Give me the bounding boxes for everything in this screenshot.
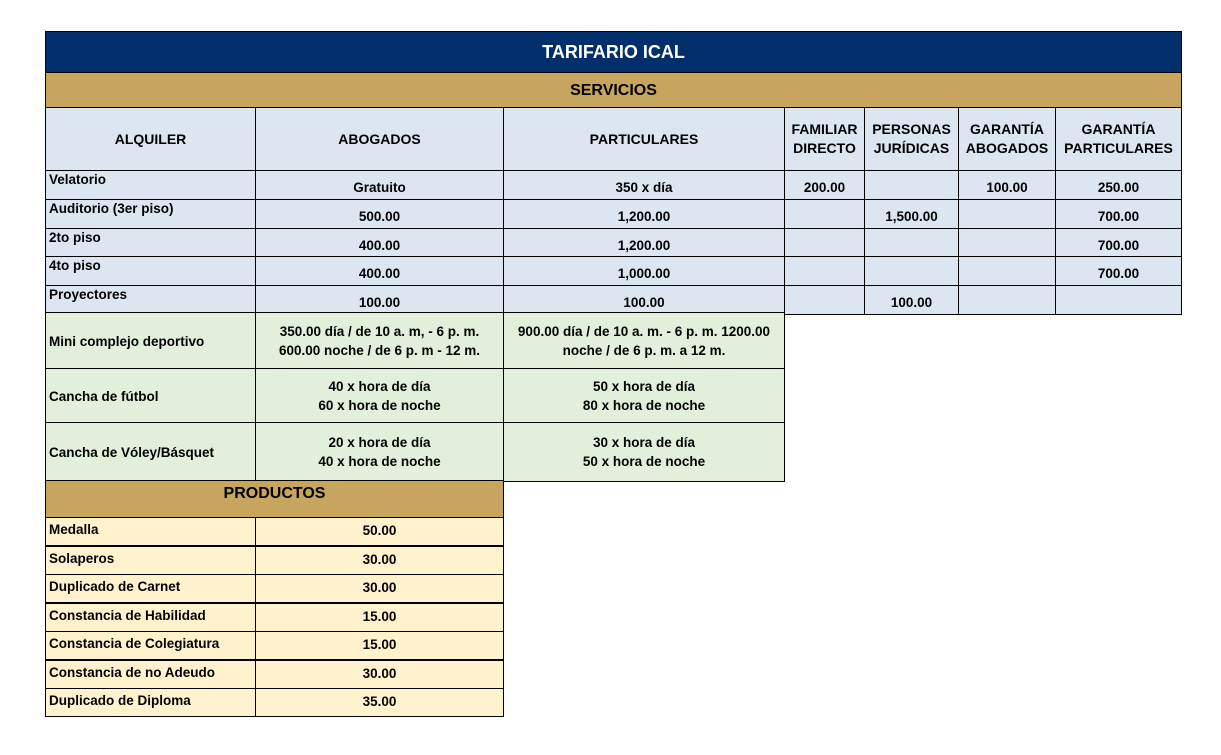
product-name-cell — [45, 603, 256, 632]
rental-cell-garantia-abogados — [958, 228, 1056, 258]
product-name: Constancia de Habilidad — [49, 607, 206, 623]
product-name: Duplicado de Carnet — [49, 579, 181, 594]
rental-cell-personas — [864, 285, 959, 315]
col-header-personas-line2: JURÍDICAS — [873, 140, 950, 156]
sports-name-cell — [45, 368, 256, 424]
rental-value: 1,200.00 — [617, 238, 671, 253]
col-header-particulares-label: PARTICULARES — [589, 130, 699, 147]
rental-cell-garantia-particulares — [1055, 170, 1182, 200]
rental-cell-familiar — [784, 285, 865, 315]
sports-particulares-cell — [503, 368, 785, 424]
rental-cell-garantia-abogados — [958, 170, 1056, 200]
rental-value: 1,000.00 — [617, 266, 671, 281]
rental-cell-particulares — [503, 285, 785, 315]
col-header-personas — [864, 107, 959, 171]
product-name-cell — [45, 517, 256, 546]
col-header-abogados — [255, 107, 504, 171]
rental-cell-personas — [864, 199, 959, 229]
col-header-particulares — [503, 107, 785, 171]
rental-value: 1,500.00 — [885, 209, 938, 224]
rental-value: 100.00 — [358, 295, 401, 310]
rental-value: 1,200.00 — [617, 209, 671, 224]
rental-name: Proyectores — [49, 287, 128, 302]
rental-name: 4to piso — [49, 258, 101, 273]
product-price: 30.00 — [362, 551, 397, 567]
product-price: 50.00 — [362, 523, 397, 538]
col-header-alquiler-label: ALQUILER — [114, 130, 187, 147]
rental-cell-particulares — [503, 256, 785, 286]
rental-value: 700.00 — [1097, 238, 1140, 253]
product-price: 30.00 — [362, 580, 397, 595]
rental-cell-abogados — [255, 256, 504, 286]
sports-abogados-line1: 40 x hora de día — [328, 379, 431, 394]
col-header-garantia-particulares — [1055, 107, 1182, 171]
sports-abogados-cell — [255, 312, 504, 370]
rental-value: 700.00 — [1097, 209, 1140, 224]
sports-abogados-line2: 60 x hora de noche — [318, 398, 441, 413]
rental-value: Gratuito — [353, 180, 406, 195]
rental-cell-garantia-abogados — [958, 256, 1056, 286]
col-header-garantia-abogados-line2: ABOGADOS — [965, 140, 1049, 156]
rental-cell-familiar — [784, 256, 865, 286]
sports-particulares-text — [583, 433, 705, 471]
sports-particulares-cell — [503, 312, 785, 370]
rental-cell-abogados — [255, 199, 504, 229]
sports-particulares-text — [583, 377, 705, 415]
sports-particulares-cell — [503, 422, 785, 482]
sports-particulares-line1: 30 x hora de día — [592, 435, 696, 450]
col-header-garantia-particulares-line2: PARTICULARES — [1064, 140, 1173, 156]
rental-cell-garantia-abogados — [958, 199, 1056, 229]
rental-cell-familiar — [784, 170, 865, 200]
sports-abogados-text — [318, 377, 440, 415]
sports-name: Cancha de Vóley/Básquet — [49, 444, 215, 460]
col-header-garantia-abogados — [958, 107, 1056, 171]
services-header — [45, 72, 1182, 108]
product-name: Constancia de no Adeudo — [49, 664, 216, 680]
sports-particulares-line2: 50 x hora de noche — [582, 454, 706, 469]
rental-cell-abogados — [255, 170, 504, 200]
product-price: 15.00 — [362, 637, 397, 652]
sports-name: Mini complejo deportivo — [49, 333, 205, 349]
rental-name: Auditorio (3er piso) — [49, 201, 174, 216]
title-bar — [45, 31, 1182, 73]
product-name: Medalla — [49, 522, 99, 537]
rental-cell-garantia-particulares — [1055, 199, 1182, 229]
rental-cell-abogados — [255, 285, 504, 315]
sports-abogados-text — [318, 433, 440, 471]
rental-value: 700.00 — [1097, 266, 1140, 281]
rental-value: 250.00 — [1097, 180, 1140, 195]
rental-value: 100.00 — [890, 295, 933, 310]
sports-abogados-line1: 20 x hora de día — [328, 435, 431, 450]
rental-cell-personas — [864, 170, 959, 200]
product-name-cell — [45, 688, 256, 717]
rental-cell-name — [45, 199, 256, 229]
rental-cell-familiar — [784, 199, 865, 229]
rental-cell-personas — [864, 228, 959, 258]
product-name-cell — [45, 574, 256, 603]
rental-cell-garantia-particulares — [1055, 256, 1182, 286]
product-price: 30.00 — [362, 665, 397, 681]
sports-abogados-text — [279, 322, 480, 360]
product-name: Constancia de Colegiatura — [49, 636, 220, 651]
rental-cell-name — [45, 170, 256, 200]
rental-cell-abogados — [255, 228, 504, 258]
rental-cell-particulares — [503, 170, 785, 200]
rental-cell-name — [45, 228, 256, 258]
product-price-cell — [255, 603, 504, 632]
rental-value: 100.00 — [986, 180, 1028, 195]
sports-abogados-cell — [255, 368, 504, 424]
col-header-alquiler — [45, 107, 256, 171]
sports-abogados-line2: 40 x hora de noche — [318, 454, 441, 469]
rental-cell-name — [45, 256, 256, 286]
rental-name: 2to piso — [49, 230, 101, 245]
product-name-cell — [45, 660, 256, 689]
rental-cell-garantia-abogados — [958, 285, 1056, 315]
sports-particulares-line2: 80 x hora de noche — [582, 398, 706, 413]
product-price-cell — [255, 574, 504, 603]
product-price-cell — [255, 631, 504, 660]
rental-cell-personas — [864, 256, 959, 286]
rental-cell-familiar — [784, 228, 865, 258]
col-header-abogados-label: ABOGADOS — [338, 130, 421, 147]
sports-abogados-line1: 350.00 día / de 10 a. m, - 6 p. m. — [279, 324, 480, 339]
col-header-garantia-abogados-line1: GARANTÍA — [970, 121, 1044, 137]
sports-name-cell — [45, 312, 256, 370]
product-price-cell — [255, 546, 504, 575]
col-header-familiar-line1: FAMILIAR — [791, 121, 858, 137]
product-price: 15.00 — [362, 608, 397, 624]
sports-name-cell — [45, 422, 256, 482]
col-header-familiar-line2: DIRECTO — [793, 140, 856, 156]
rental-cell-particulares — [503, 228, 785, 258]
col-header-garantia-particulares-line1: GARANTÍA — [1081, 121, 1156, 137]
rental-cell-particulares — [503, 199, 785, 229]
rental-cell-garantia-particulares — [1055, 228, 1182, 258]
rental-value: 200.00 — [803, 180, 846, 195]
rental-name: Velatorio — [49, 172, 107, 187]
sports-particulares-text — [518, 322, 770, 360]
product-name-cell — [45, 631, 256, 660]
product-name: Duplicado de Diploma — [49, 693, 191, 708]
rental-value: 100.00 — [623, 295, 665, 310]
rental-cell-name — [45, 285, 256, 315]
sports-abogados-cell — [255, 422, 504, 482]
product-price-cell — [255, 688, 504, 717]
sports-abogados-line2: 600.00 noche / de 6 p. m - 12 m. — [278, 343, 481, 358]
page-title: TARIFARIO ICAL — [542, 41, 685, 62]
col-header-personas-line1: PERSONAS — [872, 121, 951, 137]
product-name: Solaperos — [49, 550, 115, 566]
col-header-familiar — [784, 107, 865, 171]
sports-particulares-line1: 900.00 día / de 10 a. m. - 6 p. m. 1200.00 — [517, 324, 771, 339]
sports-name: Cancha de fútbol — [49, 388, 159, 404]
product-price-cell — [255, 517, 504, 546]
services-header-label: SERVICIOS — [570, 81, 657, 99]
sports-particulares-line2: noche / de 6 p. m. a 12 m. — [562, 343, 726, 358]
products-header-label: PRODUCTOS — [223, 485, 326, 502]
rental-value: 350 x día — [615, 180, 673, 195]
product-name-cell — [45, 546, 256, 575]
products-header — [45, 480, 504, 518]
rental-value: 500.00 — [358, 209, 401, 224]
rental-cell-garantia-particulares — [1055, 285, 1182, 315]
rental-value: 400.00 — [358, 238, 401, 253]
rental-value: 400.00 — [358, 266, 401, 281]
sports-particulares-line1: 50 x hora de día — [592, 379, 696, 394]
product-price-cell — [255, 660, 504, 689]
product-price: 35.00 — [362, 694, 397, 709]
